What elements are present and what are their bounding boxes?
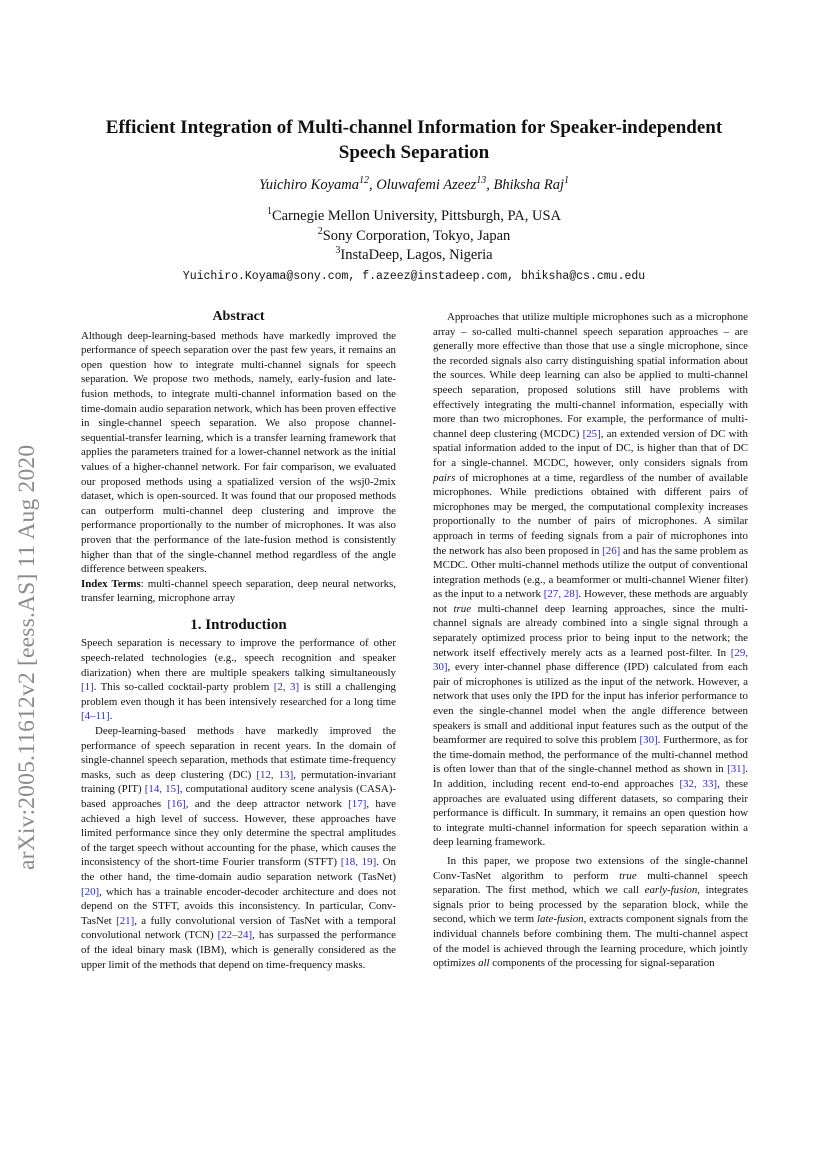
intro-paragraph-2: Deep-learning-based methods have markedly improved the performance of speech separation in recent years. In the domain of single-channel speech separation, methods that estimate time-frequency masks, such as deep clustering (DC) [12, 13], permutation-invariant training (PIT) [14, 15], computational auditory scene analysis (CASA)-based approaches [16], and the deep attractor network [17], have achieved a high level of success. However, these approaches have limited performance since they only determine the spectral amplitudes of the target speech without accounting for the phase, which causes the inconsistency of the short-time Fourier transform (STFT) [18, 19]. On the other hand, the time-domain audio separation network (TasNet) [20], which has a trainable encoder-decoder architecture and does not depend on the STFT, avoids this inconsistency. In particular, Conv-TasNet [21], a fully convolutional version of TasNet with a temporal convolutional network (TCN) [22–24], has surpassed the performance of the ideal binary mask (IBM), which is generally considered as the upper limit of the methods that depend on time-frequency masks. [81,725,396,971]
affiliation-2-text: Sony Corporation, Tokyo, Japan [322,228,511,244]
author-list: Yuichiro Koyama$^{12}$, Oluwafemi Azeez$^{13}$, Bhiksha Raj$^1$ [258,175,570,193]
intro-paragraph-1: Speech separation is necessary to improve the performance of other speech-related technologies (e.g., speech recognition and speaker diarization) when there are multiple speakers talking simultaneously [1]. This so-called cocktail-party problem [2, 3] is still a challenging problem even though it has been intensively researched for a long time [4–11]. [81,637,397,723]
affiliation-3 [80,247,748,264]
index-terms-text: : multi-channel speech separation, deep neural networks, transfer learning, microphone array [81,577,396,605]
citation-link[interactable]: [27, 28] [543,588,579,601]
citation-link[interactable]: [29, 30] [433,646,748,674]
citation-link[interactable]: [14, 15] [144,783,180,796]
left-column [81,310,396,972]
affiliation-3-sup: 3 [335,245,341,257]
index-terms [81,577,396,606]
affiliation-1 [80,208,748,225]
arxiv-identifier [8,350,78,870]
author-2-affil: 13 [476,175,487,187]
author-3-affil: 1 [564,175,570,187]
citation-link[interactable]: [1] [81,681,94,694]
citation-link[interactable]: [21] [116,914,135,927]
introduction-heading: 1. Introduction [190,616,287,633]
title-line-2: Speech Separation [338,142,490,163]
affiliation-1-sup: 1 [266,206,272,218]
author-2: Oluwafemi Azeez [376,177,477,193]
citation-link[interactable]: [30] [639,734,658,747]
citation-link[interactable]: [22–24] [217,929,253,942]
author-1-affil: 12 [359,175,370,187]
affiliation-3-text: InstaDeep, Lagos, Nigeria [340,247,493,263]
citation-link[interactable]: [31] [727,763,746,776]
affiliation-2-sup: 2 [317,226,323,238]
affiliation-2 [80,228,748,245]
arxiv-id-text: arXiv:2005.11612v2 [eess.AS] 11 Aug 2020 [14,444,40,870]
author-emails: Yuichiro.Koyama@sony.com, f.azeez@instadeep.com, bhiksha@cs.cmu.edu [182,270,646,283]
affiliation-1-text: Carnegie Mellon University, Pittsburgh, PA, USA [271,208,562,224]
right-paragraph-1: Approaches that utilize multiple microphones such as a microphone array – so-called multi-channel speech separation approaches – are generally more effective than those that use a single microphone, since the recorded signals also carry distinguishing spatial information about the sources. While deep learning can also be applied to multi-channel speech separation, proposed solutions still have problems with effectively integrating the multi-channel information, especially with more than two microphones. For example, the performance of multi-channel deep clustering (MCDC) [25], an extended version of DC with spatial information added to the input of DC, is higher than that of DC for a single-channel. MCDC, however, only considers signals from pairs of microphones at a time, regardless of the number of available microphones. While predictions obtained with different pairs of microphones may be merged, the computational complexity increases proportionally to the number of pairs of microphones. A similar approach in terms of feeding signals from a pair of microphones into the network has also been proposed in [26] and has the same problem as MCDC. Other multi-channel methods utilize the output of conventional integration methods (e.g., a beamformer or multi-channel Wiener filter) as the input to a network [27, 28]. However, these methods are arguably not true multi-channel deep learning approaches, since the multi-channel signals are already combined into a single signal through a separately optimized process prior to being input to the network; the network itself effectively merely acts as a learned post-filter. In [29, 30], every inter-channel phase difference (IPD) calculated from each pair of microphones is utilized as the input of the network. However, a network that uses only the IPD for the input has inferior performance to even the single-channel model when the angle difference between speakers is small and additional input features such as the output of the beamformer are required to solve this problem [30]. Furthermore, as for the time-domain method, the performance of the multi-channel method is often lower than that of the single-channel method as shown in [31]. In addition, including recent end-to-end approaches [32, 33], these approaches are evaluated using different datasets, so comparing their performance is difficult. In summary, it remains an open question how to integrate multi-channel information for speech separation within a deep learning framework. [433,311,749,849]
abstract-text: Although deep-learning-based methods have markedly improved the performance of speech separation over the past few years, it remains an open question how to integrate multi-channel signals for speech separation. We propose two methods, namely, early-fusion and late-fusion methods, to integrate multi-channel information based on the time-domain audio separation network, which has been proven effective in single-channel speech separation. We also propose channel-sequential-transfer learning, which is a transfer learning framework that applies the parameters trained for a lower-channel network as the initial values of a higher-channel network. For fair comparison, we evaluated our proposed methods using a spatialized version of the wsj0-2mix dataset, which is open-sourced. It was found that our proposed methods can outperform multi-channel deep clustering and improve the performance proportionally to the number of microphones. It was also proven that the performance of the late-fusion method is consistently higher than that of the single-channel method regardless of the angle difference between speakers. [81,329,396,576]
citation-link[interactable]: [20] [81,885,100,898]
citation-link[interactable]: [32, 33] [679,778,718,790]
right-column [433,310,748,971]
index-terms-label: Index Terms [81,577,141,590]
author-1: Yuichiro Koyama [258,177,360,193]
title-line-1: Efficient Integration of Multi-channel Information for Speaker-independent [105,117,723,138]
author-3: Bhiksha Raj [493,177,565,193]
right-paragraph-2: In this paper, we propose two extensions of the single-channel Conv-TasNet algorithm to perform true multi-channel speech separation. The first method, which we call early-fusion, integrates signals prior to being processed by the separation block, while the second, which we term late-fusion, extracts component signals from the individual channels before combining them. The multi-channel aspect of the model is achieved through the learning procedure, which jointly optimizes all components of the processing for signal-separation [433,854,748,970]
citation-link[interactable]: [18, 19] [340,856,377,869]
paper-title [80,115,748,165]
citation-link[interactable]: [12, 13] [256,768,294,781]
citation-link[interactable]: [2, 3] [273,681,300,694]
citation-link[interactable]: [26] [602,544,621,557]
citation-link[interactable]: [4–11] [81,710,110,723]
citation-link[interactable]: [16] [167,798,186,810]
citation-link[interactable]: [25] [582,427,601,440]
abstract-heading: Abstract [212,309,265,324]
citation-link[interactable]: [17] [348,798,367,810]
